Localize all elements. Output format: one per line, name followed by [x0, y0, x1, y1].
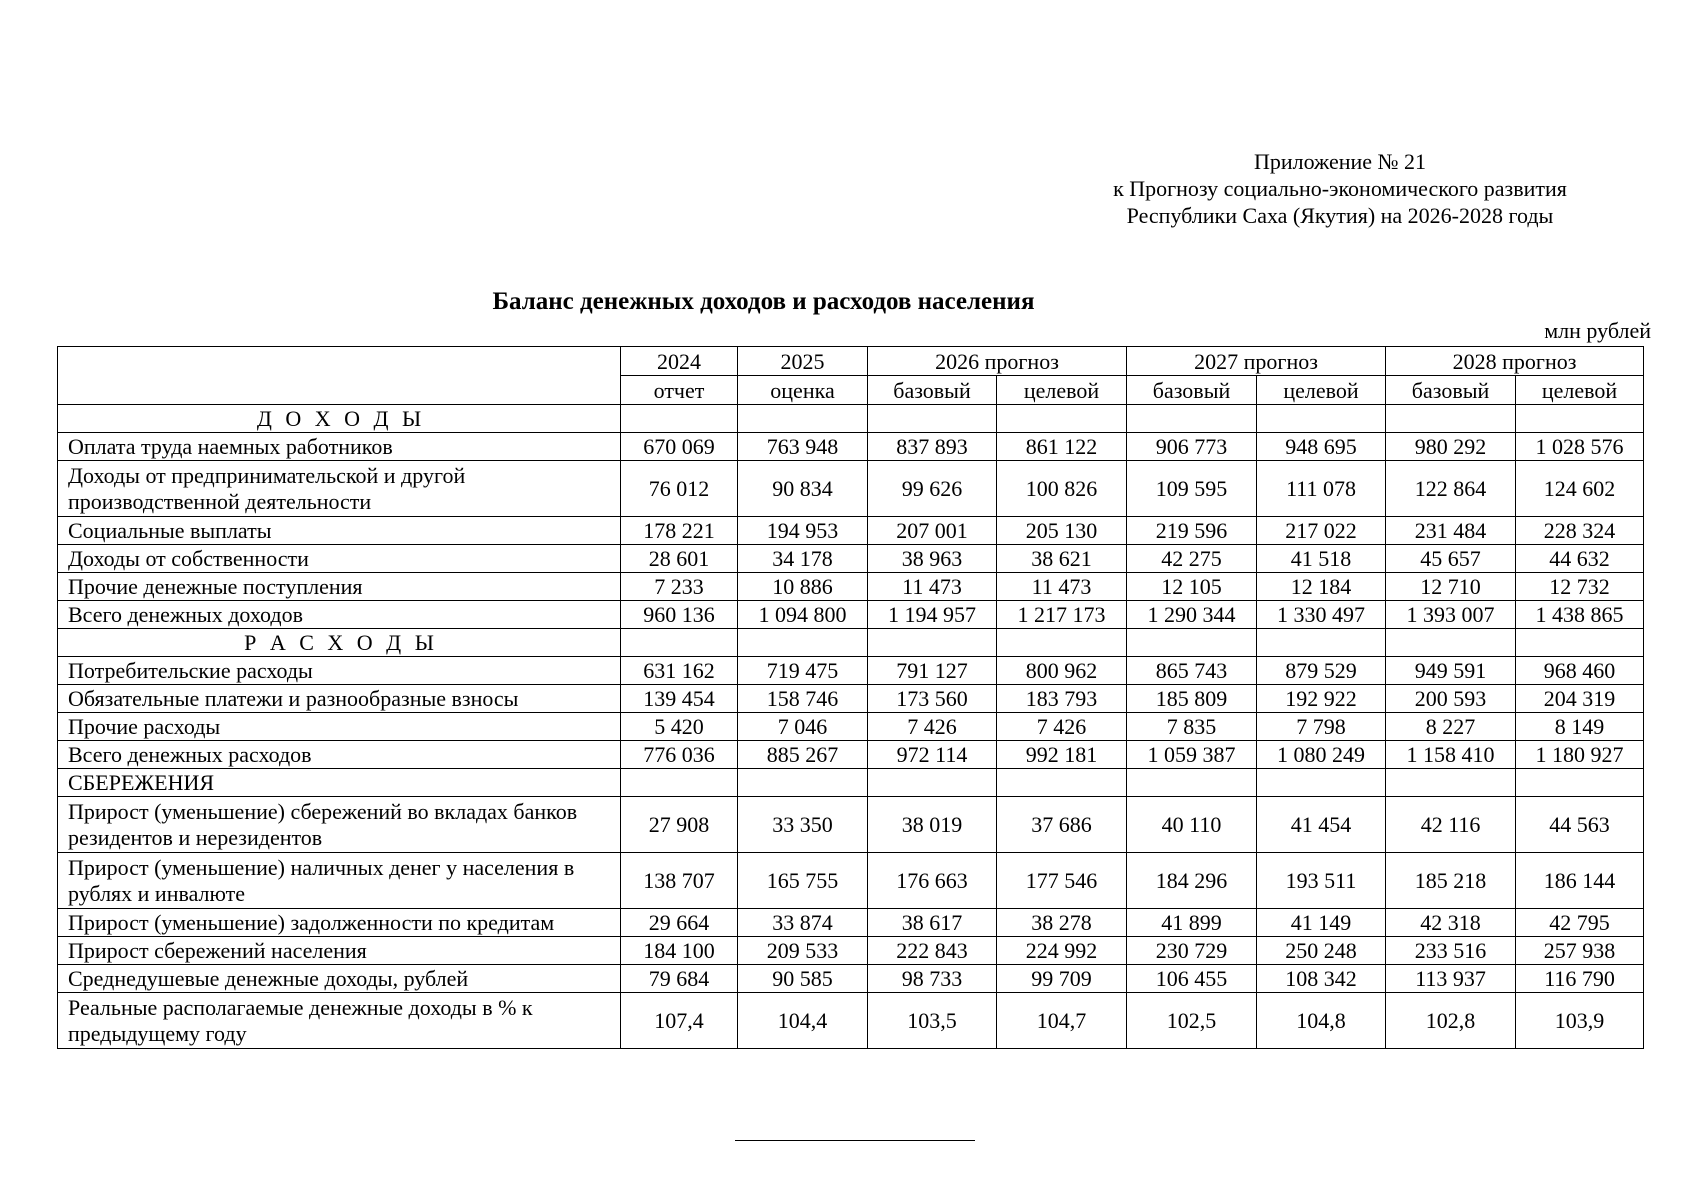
- value-cell: 42 116: [1386, 797, 1516, 853]
- empty-cell: [997, 629, 1127, 657]
- value-cell: 99 626: [868, 461, 997, 517]
- value-cell: 107,4: [621, 993, 738, 1049]
- value-cell: 194 953: [738, 517, 868, 545]
- value-cell: 791 127: [868, 657, 997, 685]
- value-cell: 173 560: [868, 685, 997, 713]
- value-cell: 250 248: [1257, 937, 1386, 965]
- value-cell: 217 022: [1257, 517, 1386, 545]
- value-cell: 42 795: [1516, 909, 1644, 937]
- value-cell: 1 217 173: [997, 601, 1127, 629]
- value-cell: 113 937: [1386, 965, 1516, 993]
- table-row: [58, 713, 1644, 741]
- section-savings-label: СБЕРЕЖЕНИЯ: [58, 769, 621, 797]
- value-cell: 34 178: [738, 545, 868, 573]
- appendix-region: Республики Саха (Якутия) на 2026-2028 годы: [1126, 203, 1554, 228]
- row-label: Прирост (уменьшение) сбережений во вкладах банков резидентов и нерезидентов: [58, 797, 621, 853]
- row-label: Среднедушевые денежные доходы, рублей: [58, 965, 621, 993]
- empty-cell: [1516, 769, 1644, 797]
- value-cell: 41 899: [1127, 909, 1257, 937]
- value-cell: 885 267: [738, 741, 868, 769]
- empty-cell: [621, 629, 738, 657]
- value-cell: 33 874: [738, 909, 868, 937]
- value-cell: 37 686: [997, 797, 1127, 853]
- header-estimate: оценка: [738, 376, 868, 405]
- empty-cell: [868, 629, 997, 657]
- value-cell: 224 992: [997, 937, 1127, 965]
- section-income-row: [58, 405, 1644, 433]
- table-row: [58, 517, 1644, 545]
- value-cell: 184 296: [1127, 853, 1257, 909]
- table-row: [58, 741, 1644, 769]
- empty-cell: [1257, 629, 1386, 657]
- header-row-years: [58, 347, 1644, 376]
- value-cell: 7 426: [868, 713, 997, 741]
- value-cell: 104,7: [997, 993, 1127, 1049]
- value-cell: 12 105: [1127, 573, 1257, 601]
- table-row: [58, 965, 1644, 993]
- header-2027-target: целевой: [1257, 376, 1386, 405]
- section-expenses-row: [58, 629, 1644, 657]
- empty-cell: [1127, 769, 1257, 797]
- value-cell: 205 130: [997, 517, 1127, 545]
- table-row: [58, 993, 1644, 1049]
- table-row: [58, 853, 1644, 909]
- appendix-reference: к Прогнозу социально-экономического развития: [1113, 176, 1567, 201]
- table-row: [58, 573, 1644, 601]
- table-row: [58, 797, 1644, 853]
- value-cell: 104,4: [738, 993, 868, 1049]
- value-cell: 972 114: [868, 741, 997, 769]
- value-cell: 8 149: [1516, 713, 1644, 741]
- value-cell: 38 278: [997, 909, 1127, 937]
- value-cell: 103,5: [868, 993, 997, 1049]
- value-cell: 178 221: [621, 517, 738, 545]
- value-cell: 7 426: [997, 713, 1127, 741]
- row-label: Прочие денежные поступления: [58, 573, 621, 601]
- table-body: [58, 405, 1644, 1049]
- empty-cell: [1386, 405, 1516, 433]
- value-cell: 5 420: [621, 713, 738, 741]
- header-2028-base: базовый: [1386, 376, 1516, 405]
- value-cell: 906 773: [1127, 433, 1257, 461]
- value-cell: 104,8: [1257, 993, 1386, 1049]
- value-cell: 1 393 007: [1386, 601, 1516, 629]
- value-cell: 776 036: [621, 741, 738, 769]
- table-row: [58, 909, 1644, 937]
- empty-cell: [1386, 769, 1516, 797]
- empty-cell: [1386, 629, 1516, 657]
- value-cell: 98 733: [868, 965, 997, 993]
- value-cell: 1 028 576: [1516, 433, 1644, 461]
- empty-cell: [621, 769, 738, 797]
- row-label: Всего денежных доходов: [58, 601, 621, 629]
- value-cell: 183 793: [997, 685, 1127, 713]
- header-2026-base: базовый: [868, 376, 997, 405]
- value-cell: 108 342: [1257, 965, 1386, 993]
- value-cell: 33 350: [738, 797, 868, 853]
- header-year-2024: 2024: [621, 347, 738, 376]
- header-2026-target: целевой: [997, 376, 1127, 405]
- table-row: [58, 601, 1644, 629]
- header-2027-base: базовый: [1127, 376, 1257, 405]
- value-cell: 165 755: [738, 853, 868, 909]
- value-cell: 209 533: [738, 937, 868, 965]
- value-cell: 11 473: [868, 573, 997, 601]
- value-cell: 76 012: [621, 461, 738, 517]
- document-title: Баланс денежных доходов и расходов населения: [492, 288, 1035, 315]
- value-cell: 1 080 249: [1257, 741, 1386, 769]
- empty-cell: [1257, 405, 1386, 433]
- row-label: Оплата труда наемных работников: [58, 433, 621, 461]
- header-year-2026: 2026 прогноз: [868, 347, 1127, 376]
- row-label: Прирост сбережений населения: [58, 937, 621, 965]
- value-cell: 41 149: [1257, 909, 1386, 937]
- value-cell: 122 864: [1386, 461, 1516, 517]
- value-cell: 7 835: [1127, 713, 1257, 741]
- table-row: [58, 545, 1644, 573]
- value-cell: 79 684: [621, 965, 738, 993]
- value-cell: 192 922: [1257, 685, 1386, 713]
- value-cell: 186 144: [1516, 853, 1644, 909]
- row-label: Социальные выплаты: [58, 517, 621, 545]
- value-cell: 231 484: [1386, 517, 1516, 545]
- empty-cell: [1127, 629, 1257, 657]
- value-cell: 139 454: [621, 685, 738, 713]
- value-cell: 44 632: [1516, 545, 1644, 573]
- value-cell: 1 180 927: [1516, 741, 1644, 769]
- section-savings-row: [58, 769, 1644, 797]
- value-cell: 7 798: [1257, 713, 1386, 741]
- value-cell: 38 621: [997, 545, 1127, 573]
- empty-cell: [868, 769, 997, 797]
- value-cell: 12 710: [1386, 573, 1516, 601]
- value-cell: 116 790: [1516, 965, 1644, 993]
- value-cell: 204 319: [1516, 685, 1644, 713]
- row-label: Прирост (уменьшение) задолженности по кредитам: [58, 909, 621, 937]
- value-cell: 631 162: [621, 657, 738, 685]
- value-cell: 200 593: [1386, 685, 1516, 713]
- value-cell: 1 158 410: [1386, 741, 1516, 769]
- header-indicator-cell: [58, 347, 621, 405]
- table-row: [58, 657, 1644, 685]
- value-cell: 176 663: [868, 853, 997, 909]
- value-cell: 177 546: [997, 853, 1127, 909]
- value-cell: 837 893: [868, 433, 997, 461]
- units-label: млн рублей: [1544, 318, 1651, 343]
- empty-cell: [1516, 405, 1644, 433]
- value-cell: 38 963: [868, 545, 997, 573]
- value-cell: 7 046: [738, 713, 868, 741]
- value-cell: 222 843: [868, 937, 997, 965]
- value-cell: 228 324: [1516, 517, 1644, 545]
- value-cell: 45 657: [1386, 545, 1516, 573]
- value-cell: 1 194 957: [868, 601, 997, 629]
- value-cell: 44 563: [1516, 797, 1644, 853]
- header-year-2027: 2027 прогноз: [1127, 347, 1386, 376]
- value-cell: 138 707: [621, 853, 738, 909]
- row-label: Доходы от предпринимательской и другой производственной деятельности: [58, 461, 621, 517]
- value-cell: 90 834: [738, 461, 868, 517]
- value-cell: 207 001: [868, 517, 997, 545]
- value-cell: 27 908: [621, 797, 738, 853]
- value-cell: 184 100: [621, 937, 738, 965]
- section-income-label: Д О Х О Д Ы: [58, 405, 621, 433]
- value-cell: 90 585: [738, 965, 868, 993]
- value-cell: 1 330 497: [1257, 601, 1386, 629]
- value-cell: 865 743: [1127, 657, 1257, 685]
- header-report: отчет: [621, 376, 738, 405]
- value-cell: 949 591: [1386, 657, 1516, 685]
- value-cell: 158 746: [738, 685, 868, 713]
- value-cell: 29 664: [621, 909, 738, 937]
- row-label: Обязательные платежи и разнообразные взносы: [58, 685, 621, 713]
- empty-cell: [738, 769, 868, 797]
- section-expenses-label: Р А С Х О Д Ы: [58, 629, 621, 657]
- table-row: [58, 461, 1644, 517]
- row-label: Реальные располагаемые денежные доходы в % к предыдущему году: [58, 993, 621, 1049]
- value-cell: 106 455: [1127, 965, 1257, 993]
- empty-cell: [621, 405, 738, 433]
- value-cell: 948 695: [1257, 433, 1386, 461]
- value-cell: 960 136: [621, 601, 738, 629]
- empty-cell: [1127, 405, 1257, 433]
- empty-cell: [1257, 769, 1386, 797]
- value-cell: 185 809: [1127, 685, 1257, 713]
- table-row: [58, 685, 1644, 713]
- header-2028-target: целевой: [1516, 376, 1644, 405]
- value-cell: 185 218: [1386, 853, 1516, 909]
- balance-table: [57, 346, 1644, 1049]
- footer-divider: [735, 1140, 975, 1141]
- value-cell: 102,5: [1127, 993, 1257, 1049]
- appendix-number: Приложение № 21: [1253, 149, 1427, 174]
- value-cell: 111 078: [1257, 461, 1386, 517]
- value-cell: 257 938: [1516, 937, 1644, 965]
- value-cell: 7 233: [621, 573, 738, 601]
- value-cell: 42 275: [1127, 545, 1257, 573]
- value-cell: 1 290 344: [1127, 601, 1257, 629]
- empty-cell: [1516, 629, 1644, 657]
- appendix-header: [1050, 148, 1630, 229]
- value-cell: 230 729: [1127, 937, 1257, 965]
- value-cell: 1 059 387: [1127, 741, 1257, 769]
- value-cell: 233 516: [1386, 937, 1516, 965]
- value-cell: 99 709: [997, 965, 1127, 993]
- value-cell: 992 181: [997, 741, 1127, 769]
- value-cell: 1 438 865: [1516, 601, 1644, 629]
- table-row: [58, 937, 1644, 965]
- row-label: Доходы от собственности: [58, 545, 621, 573]
- value-cell: 763 948: [738, 433, 868, 461]
- empty-cell: [997, 769, 1127, 797]
- value-cell: 109 595: [1127, 461, 1257, 517]
- header-year-2025: 2025: [738, 347, 868, 376]
- empty-cell: [868, 405, 997, 433]
- value-cell: 41 454: [1257, 797, 1386, 853]
- value-cell: 968 460: [1516, 657, 1644, 685]
- row-label: Потребительские расходы: [58, 657, 621, 685]
- value-cell: 38 019: [868, 797, 997, 853]
- value-cell: 980 292: [1386, 433, 1516, 461]
- value-cell: 8 227: [1386, 713, 1516, 741]
- value-cell: 102,8: [1386, 993, 1516, 1049]
- value-cell: 719 475: [738, 657, 868, 685]
- value-cell: 193 511: [1257, 853, 1386, 909]
- row-label: Прирост (уменьшение) наличных денег у населения в рублях и инвалюте: [58, 853, 621, 909]
- value-cell: 861 122: [997, 433, 1127, 461]
- value-cell: 12 732: [1516, 573, 1644, 601]
- value-cell: 100 826: [997, 461, 1127, 517]
- empty-cell: [738, 405, 868, 433]
- empty-cell: [738, 629, 868, 657]
- empty-cell: [997, 405, 1127, 433]
- value-cell: 38 617: [868, 909, 997, 937]
- row-label: Всего денежных расходов: [58, 741, 621, 769]
- value-cell: 670 069: [621, 433, 738, 461]
- value-cell: 40 110: [1127, 797, 1257, 853]
- header-year-2028: 2028 прогноз: [1386, 347, 1644, 376]
- row-label: Прочие расходы: [58, 713, 621, 741]
- value-cell: 11 473: [997, 573, 1127, 601]
- value-cell: 42 318: [1386, 909, 1516, 937]
- value-cell: 12 184: [1257, 573, 1386, 601]
- value-cell: 879 529: [1257, 657, 1386, 685]
- value-cell: 41 518: [1257, 545, 1386, 573]
- value-cell: 219 596: [1127, 517, 1257, 545]
- value-cell: 800 962: [997, 657, 1127, 685]
- table-row: [58, 433, 1644, 461]
- value-cell: 28 601: [621, 545, 738, 573]
- value-cell: 103,9: [1516, 993, 1644, 1049]
- value-cell: 1 094 800: [738, 601, 868, 629]
- value-cell: 10 886: [738, 573, 868, 601]
- value-cell: 124 602: [1516, 461, 1644, 517]
